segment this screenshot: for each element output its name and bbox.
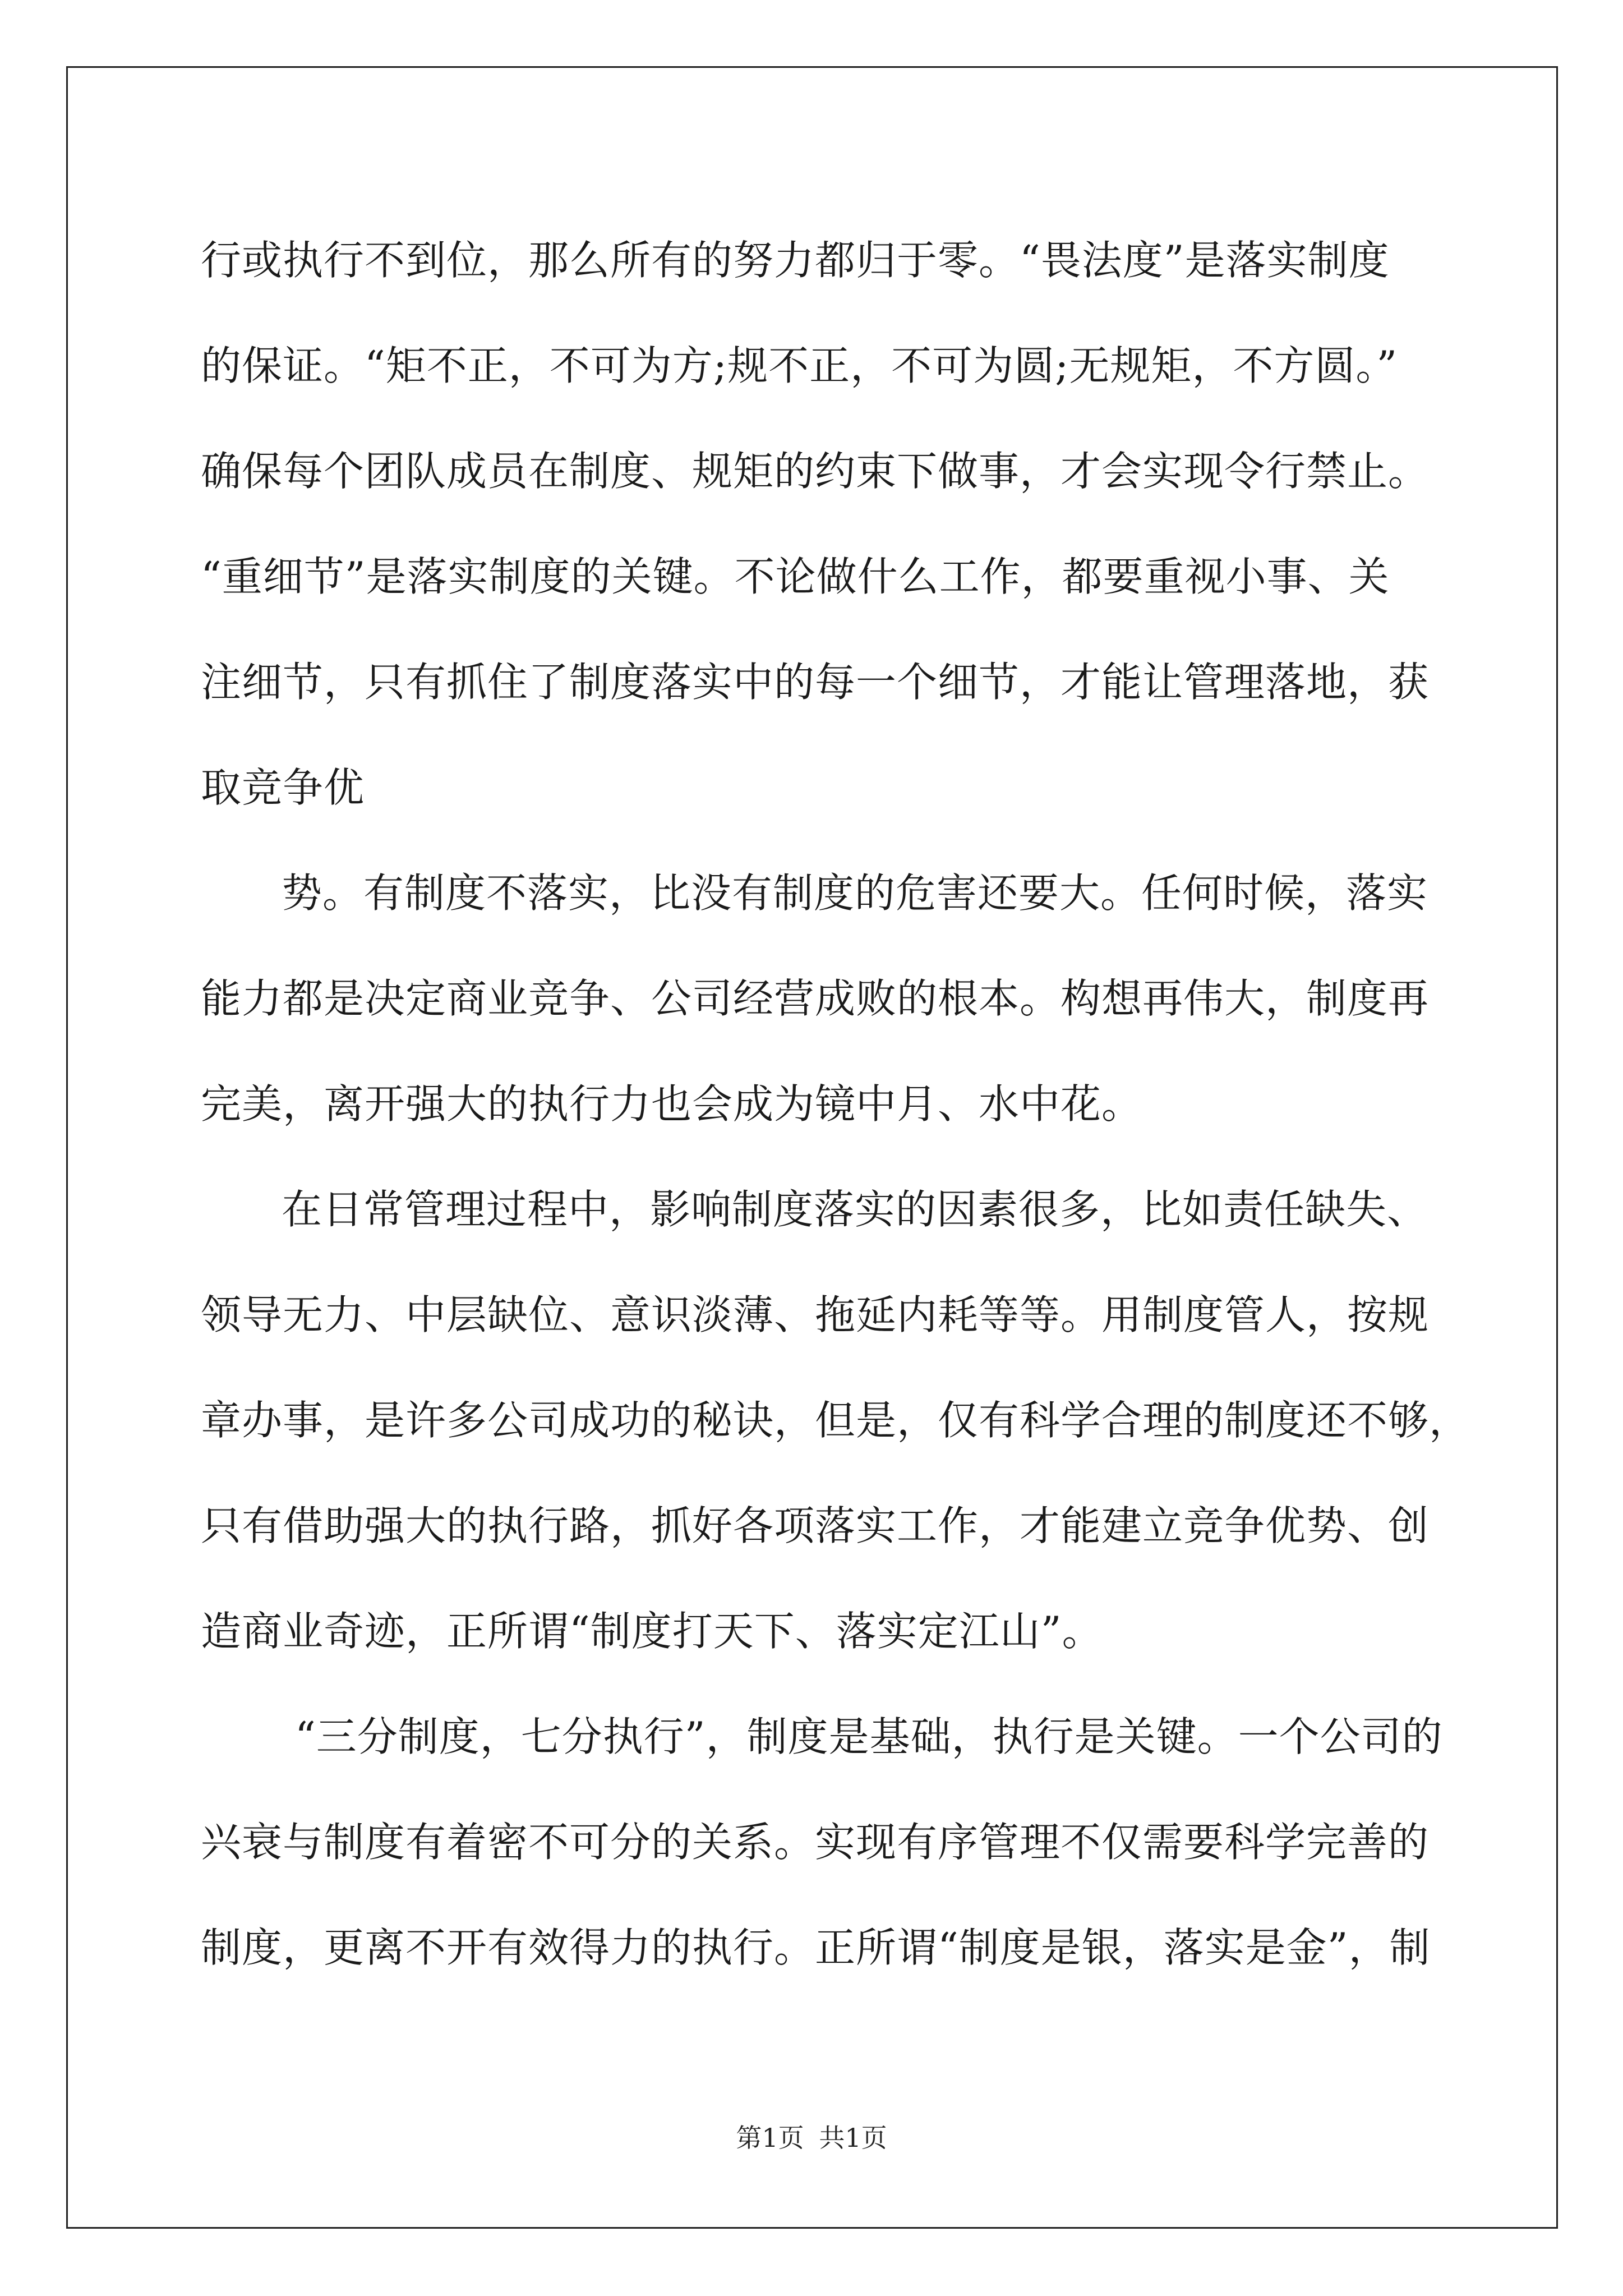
text-line: 行或执行不到位，那么所有的努力都归于零。“畏法度”是落实制度 bbox=[201, 237, 1390, 284]
text-line: 完美，离开强大的执行力也会成为镜中月、水中花。 bbox=[201, 1080, 1143, 1128]
text-line: 兴衰与制度有着密不可分的关系。实现有序管理不仅需要科学完善的 bbox=[201, 1819, 1430, 1866]
page-number-current: 第1页 bbox=[736, 2123, 804, 2153]
text-line: 取竞争优 bbox=[201, 764, 365, 811]
document-body bbox=[201, 208, 1470, 2000]
text-line: 章办事，是许多公司成功的秘诀，但是，仅有科学合理的制度还不够， bbox=[201, 1397, 1470, 1444]
text-line: 造商业奇迹，正所谓“制度打天下、落实定江山”。 bbox=[201, 1608, 1103, 1655]
text-line: 的保证。“矩不正，不可为方;规不正，不可为圆;无规矩，不方圆。” bbox=[201, 342, 1398, 389]
text-line: 注细节，只有抓住了制度落实中的每一个细节，才能让管理落地，获 bbox=[201, 659, 1430, 706]
text-line: 确保每个团队成员在制度、规矩的约束下做事，才会实现令行禁止。 bbox=[201, 448, 1430, 495]
text-line: 制度，更离不开有效得力的执行。正所谓“制度是银，落实是金”，制 bbox=[201, 1924, 1431, 1971]
paragraph-start-line: 在日常管理过程中，影响制度落实的因素很多，比如责任缺失、 bbox=[282, 1186, 1428, 1233]
text-line: 领导无力、中层缺位、意识淡薄、拖延内耗等等。用制度管人，按规 bbox=[201, 1291, 1430, 1338]
text-line: 能力都是决定商业竞争、公司经营成败的根本。构想再伟大，制度再 bbox=[201, 975, 1430, 1022]
paragraph-start-line: “三分制度，七分执行”，制度是基础，执行是关键。一个公司的 bbox=[295, 1713, 1443, 1760]
paragraph-start-line: 势。有制度不落实，比没有制度的危害还要大。任何时候，落实 bbox=[282, 869, 1428, 917]
text-line: “重细节”是落实制度的关键。不论做什么工作，都要重视小事、关 bbox=[201, 553, 1390, 600]
page-footer bbox=[0, 2118, 1623, 2155]
page-number-total: 共1页 bbox=[819, 2123, 887, 2153]
text-line: 只有借助强大的执行路，抓好各项落实工作，才能建立竞争优势、创 bbox=[201, 1502, 1430, 1549]
